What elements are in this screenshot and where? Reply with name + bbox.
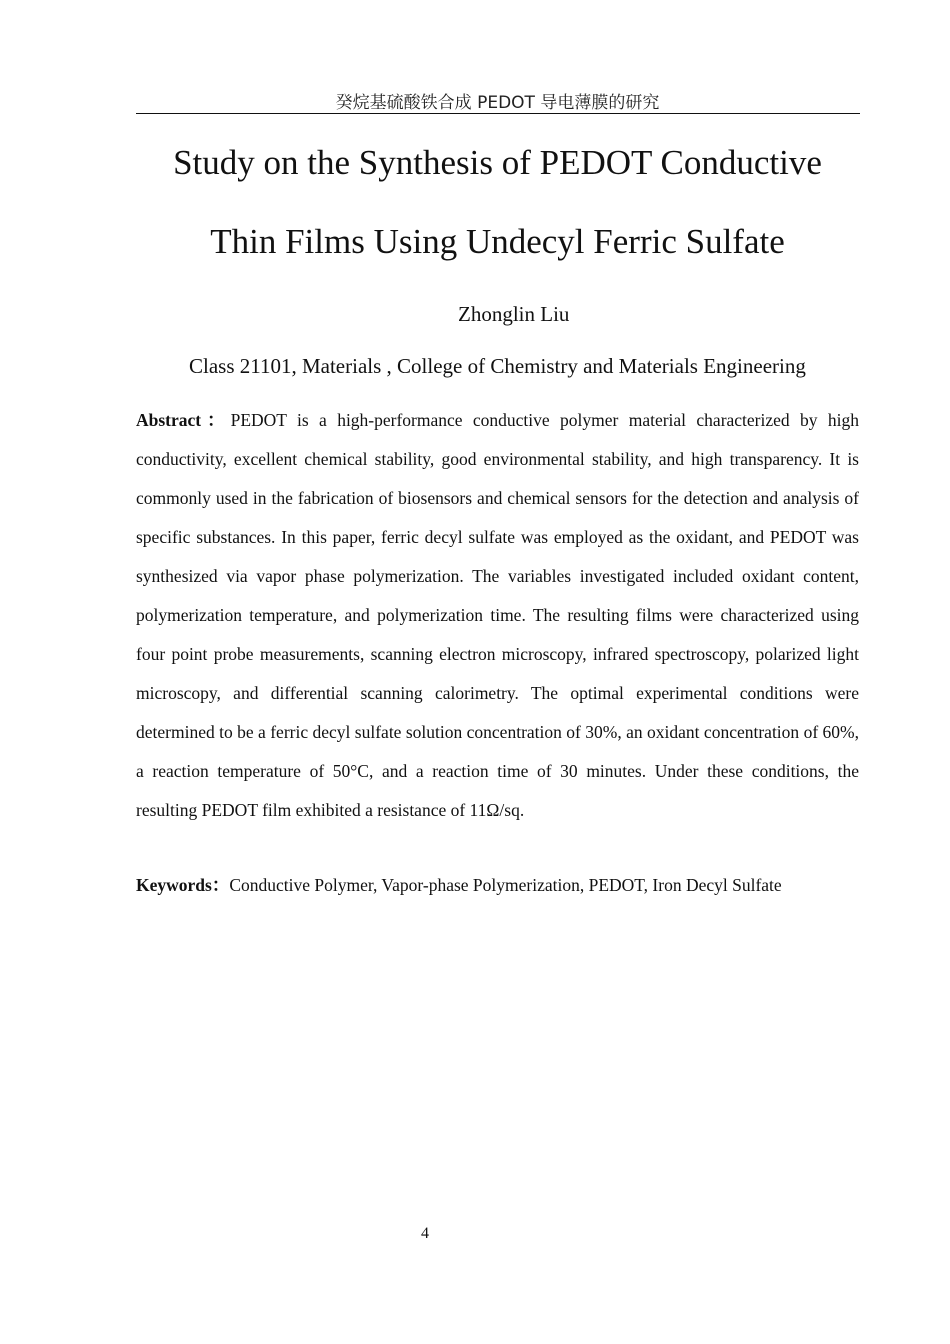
author-affiliation: Class 21101, Materials , College of Chemistry and Materials Engineering xyxy=(189,354,806,378)
keywords-text: Conductive Polymer, Vapor-phase Polymerization, PEDOT, Iron Decyl Sulfate xyxy=(229,875,782,895)
keywords-label: Keywords： xyxy=(136,875,230,895)
running-header: 癸烷基硫酸铁合成 PEDOT 导电薄膜的研究 xyxy=(335,93,660,113)
abstract-paragraph xyxy=(136,401,859,830)
keywords-paragraph xyxy=(136,868,859,902)
author-name: Zhonglin Liu xyxy=(458,302,570,326)
page-number: 4 xyxy=(421,1225,429,1242)
abstract-label: Abstract： xyxy=(136,410,231,430)
paper-title-line-2: Thin Films Using Undecyl Ferric Sulfate xyxy=(210,222,785,261)
header-rule xyxy=(136,113,860,114)
abstract-text: PEDOT is a high-performance conductive polymer material characterized by high conductivity, excellent chemical stability, good environmental stability, and high transparency. It is commonly used in the fabrication of biosensors and chemical sensors for the detection and analysis of specific substances. In this paper, ferric decyl sulfate was employed as the oxidant, and PEDOT was synthesized via vapor phase polymerization. The variables investigated included oxidant content, polymerization temperature, and polymerization time. The resulting films were characterized using four point probe measurements, scanning electron microscopy, infrared spectroscopy, polarized light microscopy, and differential scanning calorimetry. The optimal experimental conditions were determined to be a ferric decyl sulfate solution concentration of 30%, an oxidant concentration of 60%, a reaction temperature of 50°C, and a reaction time of 30 minutes. Under these conditions, the resulting PEDOT film exhibited a resistance of 11Ω/sq. xyxy=(136,410,859,820)
paper-title-line-1: Study on the Synthesis of PEDOT Conductive xyxy=(173,143,822,182)
